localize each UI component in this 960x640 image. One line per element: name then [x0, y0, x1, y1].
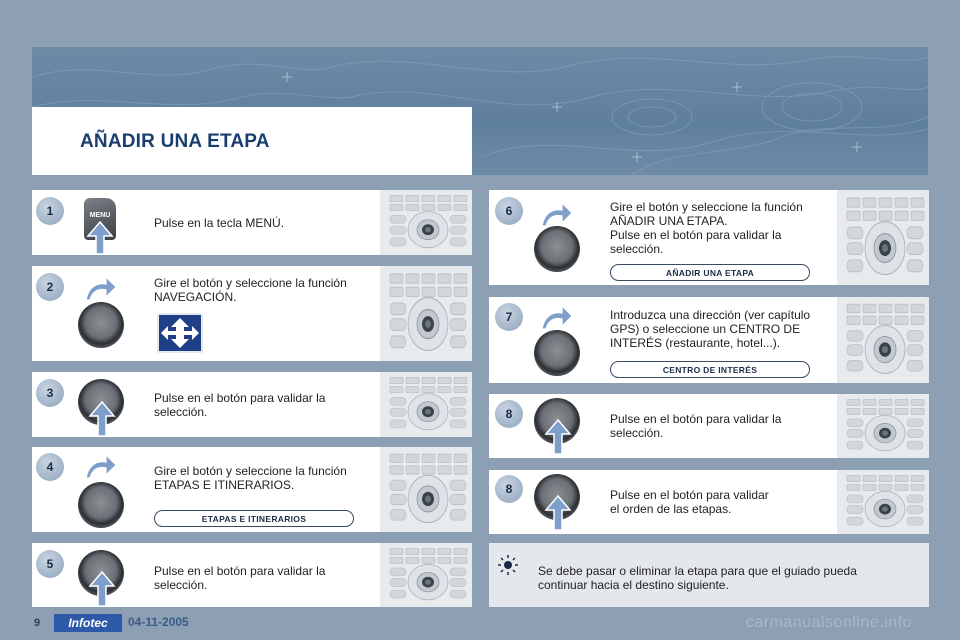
step-number: 3: [36, 379, 64, 407]
step-text: Pulse en el botón para validar la selección.: [610, 412, 782, 440]
control-panel-image: [380, 372, 472, 437]
infotec-logo: [54, 614, 122, 632]
rotate-arrow-icon: [82, 452, 118, 480]
menu-option-pill: CENTRO DE INTERÉS: [610, 361, 810, 378]
step-text: Introduzca una dirección (ver capítulo GPS) o seleccione un CENTRO DE INTERÉS (restaurante, hotel...).: [610, 308, 811, 350]
control-panel-image: [837, 297, 929, 383]
step-text: Gire el botón y seleccione la función AÑADIR UNA ETAPA.: [610, 200, 803, 228]
rotary-knob-icon: [534, 330, 580, 376]
control-panel-image: [380, 447, 472, 532]
step-text: Pulse en el botón para validar la selección.: [610, 228, 782, 256]
rotary-knob-icon: [78, 302, 124, 348]
step-number: 8: [495, 475, 523, 503]
lightbulb-icon: [497, 554, 519, 576]
navigation-icon: [157, 313, 203, 353]
watermark: carmanualsonline.info: [745, 614, 912, 631]
step-number: 2: [36, 273, 64, 301]
tip-text: Se debe pasar o eliminar la etapa para que el guiado pueda continuar hacia el destino siguiente.: [538, 564, 857, 592]
control-panel-image: [837, 470, 929, 534]
rotary-knob-icon: [534, 226, 580, 272]
step-text: Gire el botón y seleccione la función ETAPAS E ITINERARIOS.: [154, 464, 347, 492]
press-arrow-icon: [88, 570, 116, 608]
menu-option-pill: ETAPAS E ITINERARIOS: [154, 510, 354, 527]
control-panel-image: [380, 543, 472, 607]
control-panel-image: [380, 190, 472, 255]
step-text: Pulse en el botón para validar: [610, 488, 769, 502]
step-text: Pulse en el botón para validar la selección.: [154, 391, 326, 419]
step-text: Pulse en el botón para validar la selección.: [154, 564, 326, 592]
rotary-knob-icon: [78, 482, 124, 528]
step-text: Gire el botón y seleccione la función NAVEGACIÓN.: [154, 276, 347, 304]
step-number: 8: [495, 400, 523, 428]
press-arrow-icon: [86, 220, 114, 256]
step-number: 1: [36, 197, 64, 225]
page-title: AÑADIR UNA ETAPA: [80, 131, 270, 152]
page-number: 9: [34, 617, 41, 629]
logo-text: Infotec: [68, 616, 108, 630]
step-number: 6: [495, 197, 523, 225]
control-panel-image: [837, 190, 929, 285]
press-arrow-icon: [88, 400, 116, 438]
menu-button-label: MENU: [89, 212, 111, 219]
rotate-arrow-icon: [538, 200, 574, 228]
press-arrow-icon: [544, 418, 572, 456]
press-arrow-icon: [544, 494, 572, 532]
step-text: el orden de las etapas.: [610, 502, 732, 516]
footer-date: 04-11-2005: [128, 615, 189, 629]
rotate-arrow-icon: [538, 303, 574, 331]
step-text: Pulse en la tecla MENÚ.: [154, 216, 285, 230]
menu-option-pill: AÑADIR UNA ETAPA: [610, 264, 810, 281]
control-panel-image: [837, 394, 929, 458]
rotate-arrow-icon: [82, 274, 118, 302]
step-number: 7: [495, 303, 523, 331]
step-number: 4: [36, 453, 64, 481]
step-number: 5: [36, 550, 64, 578]
control-panel-image: [380, 266, 472, 361]
